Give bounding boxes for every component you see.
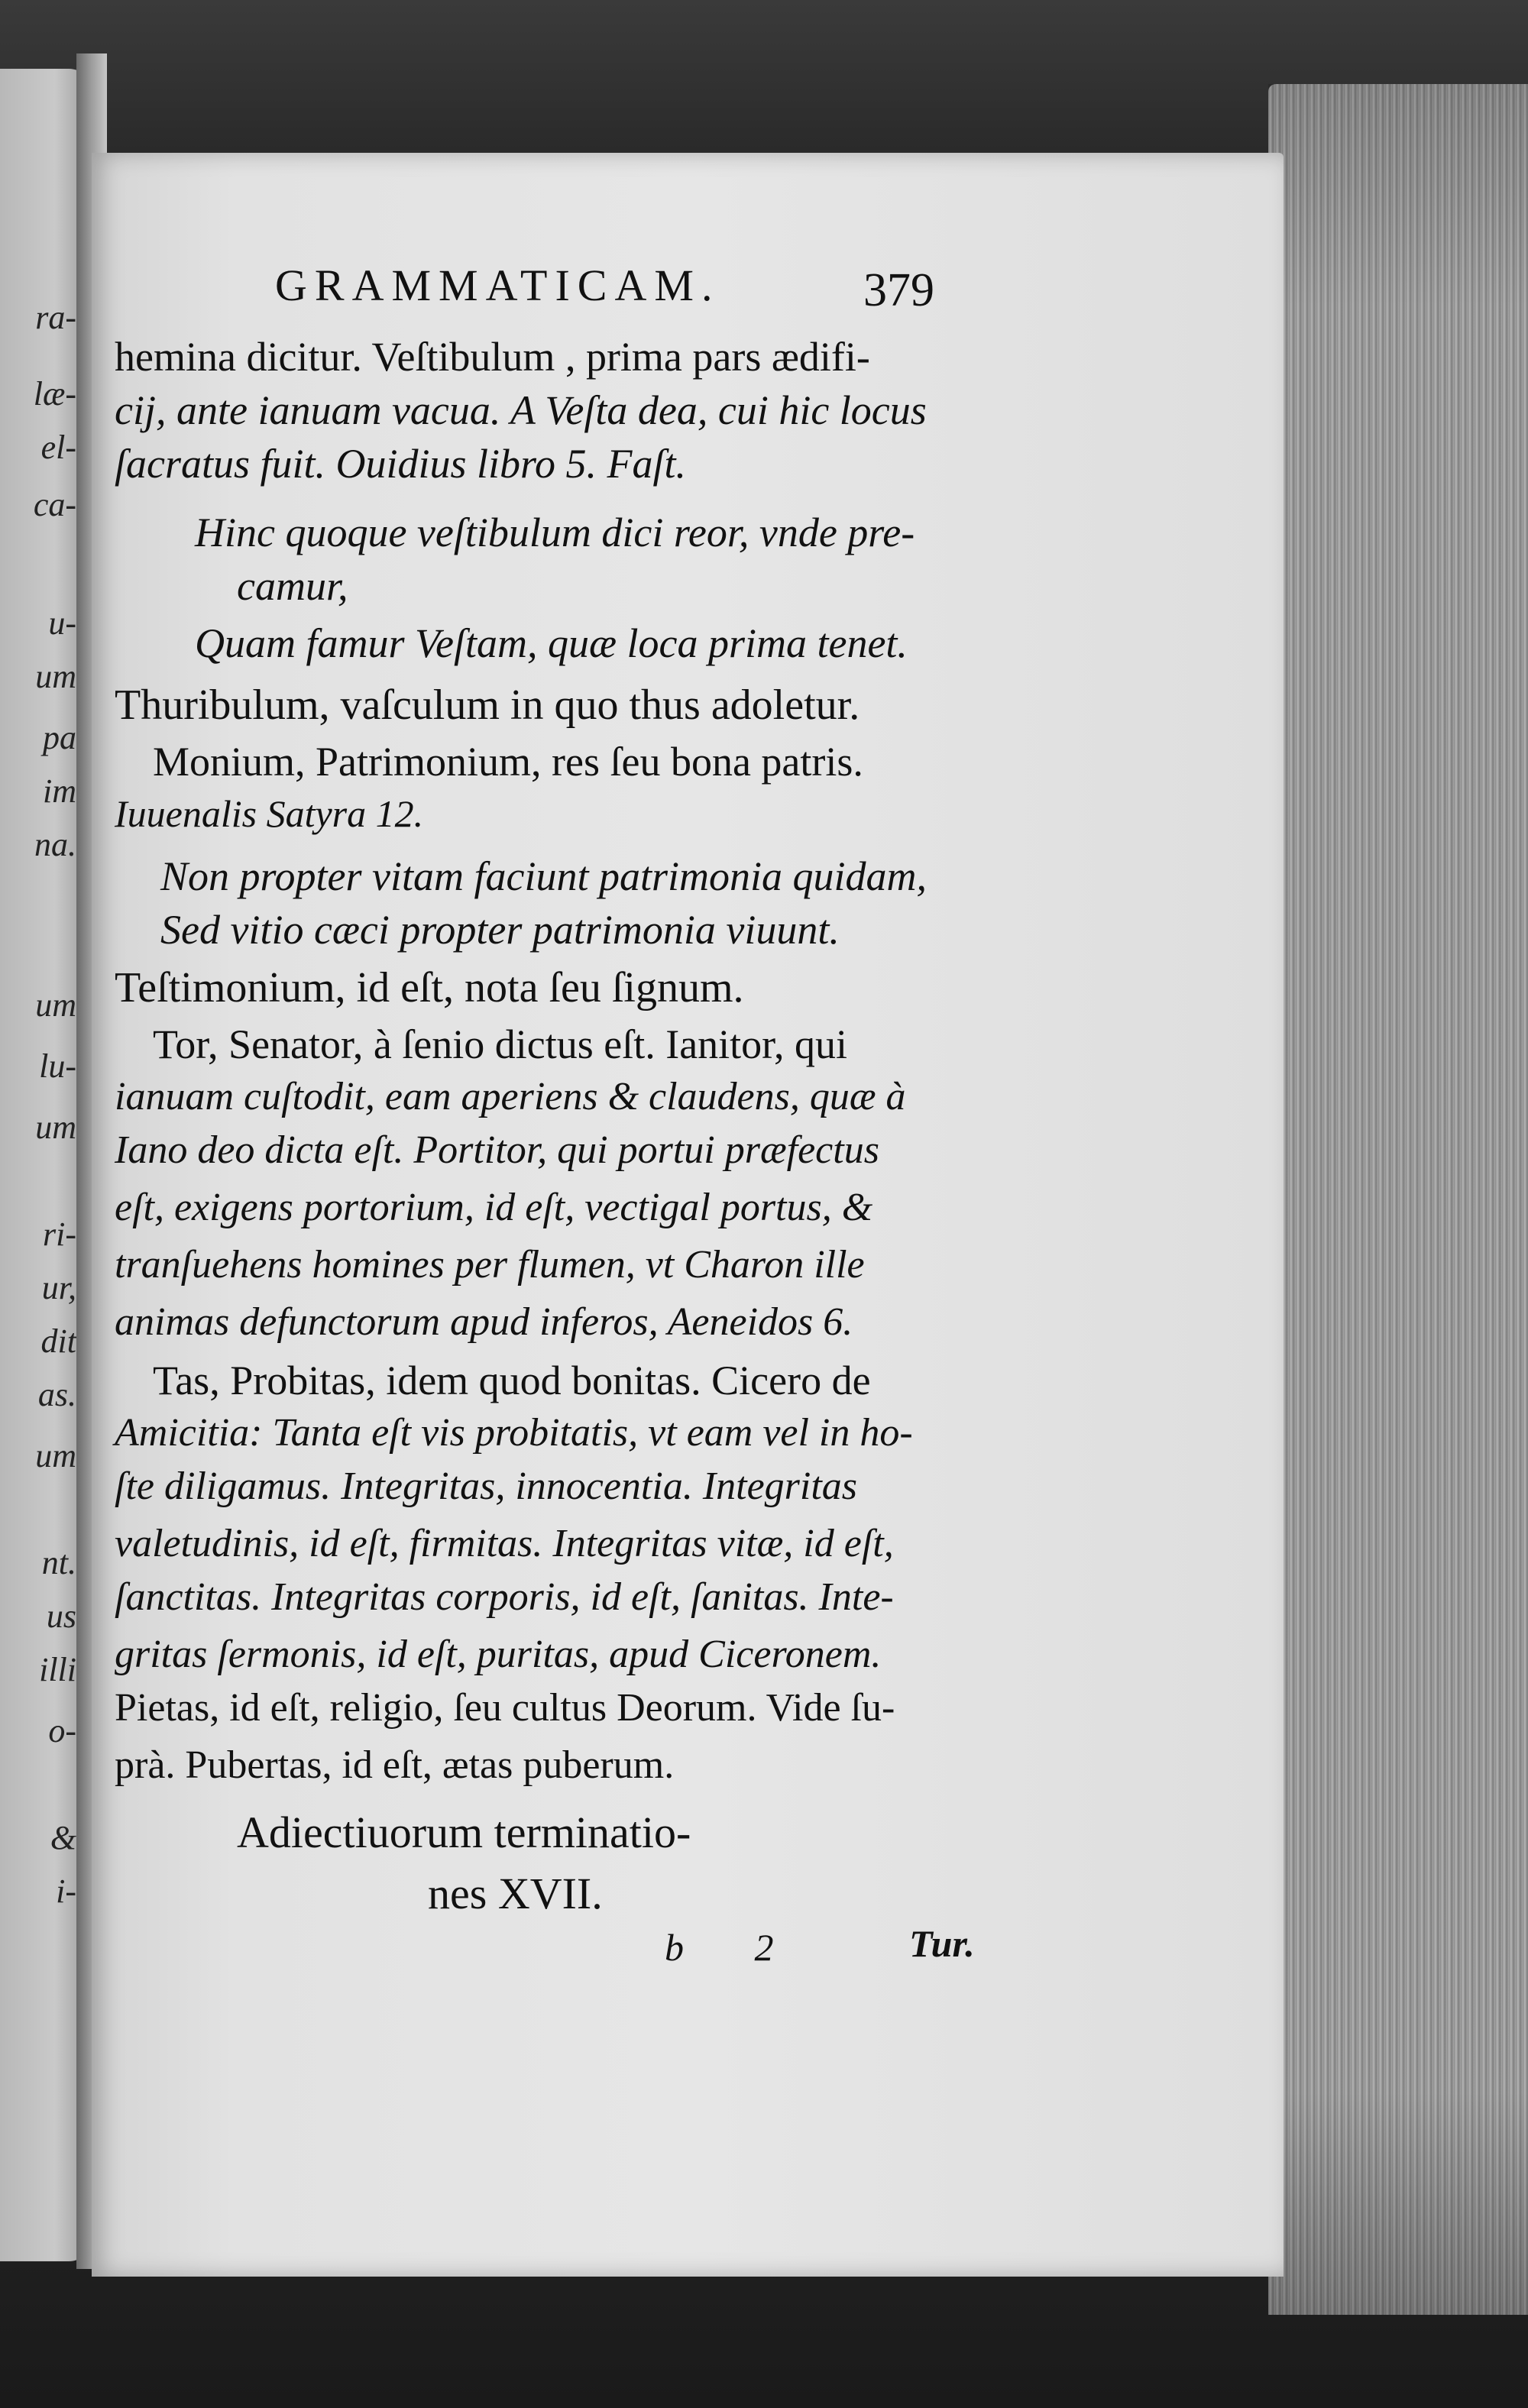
text-line: Iuuenalis Satyra 12.	[115, 792, 424, 835]
text-line: ianuam cuſtodit, eam aperiens & claudens, quæ à	[115, 1075, 906, 1118]
left-margin-fragment: um	[35, 986, 76, 1024]
text-line: Tas, Probitas, idem quod bonitas. Cicero de	[153, 1358, 871, 1403]
left-margin-fragment: el-	[40, 429, 76, 466]
text-line: ſacratus fuit. Ouidius libro 5. Faſt.	[115, 441, 687, 487]
text-line: Iano deo dicta eſt. Portitor, qui portui præfectus	[115, 1128, 879, 1172]
left-margin-fragment: u-	[48, 604, 76, 642]
text-line: prà. Pubertas, id eſt, ætas puberum.	[115, 1743, 675, 1787]
text-line: cij, ante ianuam vacua. A Veſta dea, cui hic locus	[115, 387, 927, 433]
left-margin-fragment: im	[43, 772, 76, 810]
left-margin-fragment: us	[46, 1597, 76, 1635]
text-line: ſanctitas. Integritas corporis, id eſt, ſanitas. Inte-	[115, 1575, 894, 1619]
text-line: Quam famur Veſtam, quæ loca prima tenet.	[195, 620, 908, 666]
left-margin-fragment: o-	[48, 1712, 76, 1749]
left-margin-fragment: na.	[34, 826, 76, 863]
text-line: Thuribulum, vaſculum in quo thus adoletur.	[115, 681, 860, 729]
text-line: hemina dicitur. Veſtibulum , prima pars ædifi-	[115, 334, 870, 380]
signature-mark: b 2	[665, 1926, 804, 1969]
text-line: gritas ſermonis, id eſt, puritas, apud Ciceronem.	[115, 1633, 882, 1676]
text-line: ſte diligamus. Integritas, innocentia. Integritas	[115, 1465, 858, 1508]
left-margin-fragment: pa	[43, 719, 76, 756]
text-line: Sed vitio cæci propter patrimonia viuunt.	[160, 907, 840, 953]
page-edges	[1268, 84, 1528, 2315]
text-line: Hinc quoque veſtibulum dici reor, vnde pre-	[195, 510, 915, 555]
text-line: valetudinis, id eſt, firmitas. Integritas vitæ, id eſt,	[115, 1522, 894, 1565]
left-margin-fragment: illi	[39, 1651, 76, 1688]
left-margin-fragment: ri-	[43, 1215, 76, 1253]
text-line: Monium, Patrimonium, res ſeu bona patris.	[153, 739, 863, 785]
left-margin-fragment: lu-	[39, 1047, 76, 1085]
text-line: Pietas, id eſt, religio, ſeu cultus Deorum. Vide ſu-	[115, 1686, 895, 1730]
text-line: Non propter vitam faciunt patrimonia quidam,	[160, 853, 927, 899]
left-margin-fragment: nt.	[41, 1544, 76, 1581]
left-margin-fragment: dit	[40, 1322, 76, 1360]
running-head: GRAMMATICAM.	[275, 261, 720, 310]
left-margin-fragment: ra-	[35, 299, 76, 336]
text-line: Tor, Senator, à ſenio dictus eſt. Ianitor, qui	[153, 1021, 848, 1067]
section-heading-line-1: Adiectiuorum terminatio-	[237, 1808, 691, 1857]
left-margin-fragment: um	[35, 1437, 76, 1474]
left-margin-fragment: um	[35, 658, 76, 695]
left-margin-fragment: læ-	[33, 375, 76, 413]
left-margin-fragment: um	[35, 1109, 76, 1146]
left-margin-fragment: i-	[56, 1872, 76, 1910]
text-line: Amicitia: Tanta eſt vis probitatis, vt eam vel in ho-	[115, 1411, 913, 1455]
text-line: tranſuehens homines per flumen, vt Charon ille	[115, 1243, 865, 1287]
section-heading-line-2: nes XVII.	[428, 1869, 603, 1918]
page-number: 379	[863, 264, 934, 316]
text-line: animas defunctorum apud inferos, Aeneidos 6.	[115, 1300, 853, 1344]
catchword: Tur.	[909, 1922, 975, 1965]
text-line: eſt, exigens portorium, id eſt, vectigal portus, &	[115, 1186, 873, 1229]
left-margin-fragment: &	[50, 1819, 76, 1856]
text-line: Teſtimonium, id eſt, nota ſeu ſignum.	[115, 964, 744, 1011]
left-margin-fragment: as.	[37, 1376, 76, 1413]
left-margin-fragment: ca-	[33, 486, 76, 523]
text-line: camur,	[237, 563, 348, 609]
left-margin-fragment: ur,	[41, 1269, 76, 1306]
